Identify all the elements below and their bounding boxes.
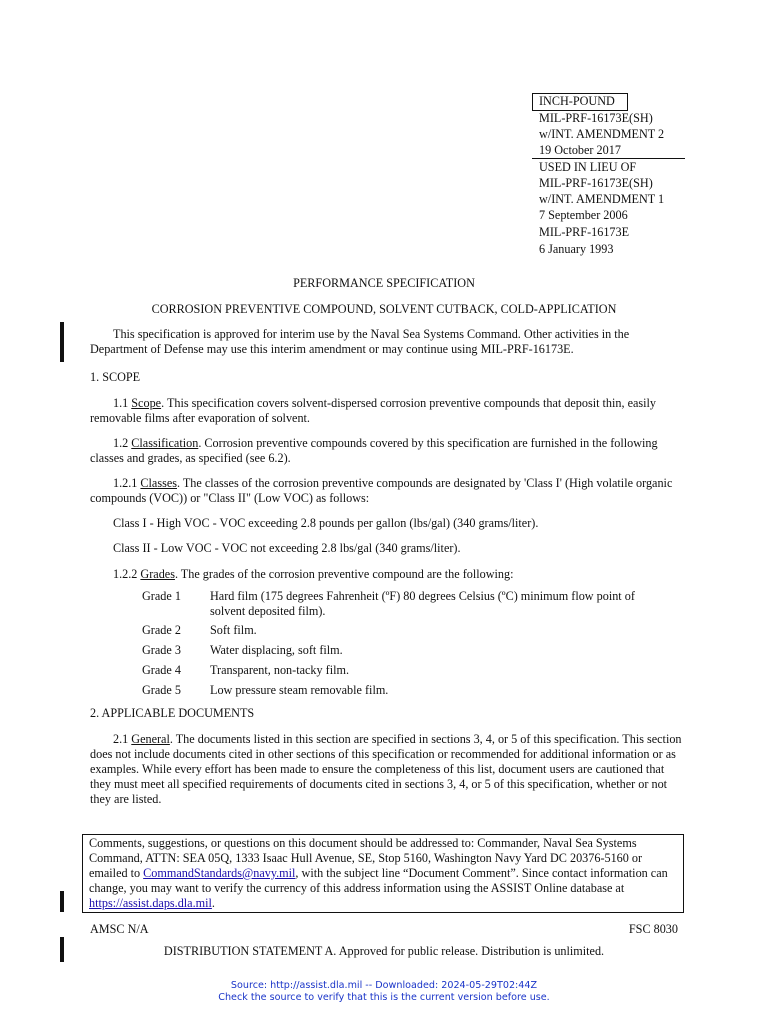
comment-text: , with the subject line “Document Comment”. Since contact information can change, you may want to verify the currency of this address information using the ASSIST Online database at: [89, 866, 668, 895]
email-link[interactable]: CommandStandards@navy.mil: [143, 866, 296, 880]
original-document-id: MIL-PRF-16173E: [539, 225, 630, 239]
specification-type: PERFORMANCE SPECIFICATION: [293, 276, 475, 290]
verify-line: Check the source to verify that this is the current version before use.: [218, 992, 550, 1003]
previous-date: 7 September 2006: [539, 208, 628, 222]
fsc-label: FSC 8030: [628, 922, 678, 936]
change-bar: [60, 891, 64, 912]
grade-label: Grade 1: [142, 589, 181, 603]
paragraph-text: . Corrosion preventive compounds covered by this specification are furnished in the following classes and grades, as specified (see 6.2).: [90, 436, 658, 465]
amsc-label: AMSC N/A: [90, 922, 149, 936]
distribution-statement: DISTRIBUTION STATEMENT A. Approved for public release. Distribution is unlimited.: [163, 944, 605, 958]
paragraph-2-1: [90, 732, 685, 807]
comment-text: .: [211, 896, 215, 910]
paragraph-number: 2.1: [113, 732, 129, 746]
section-1-heading: 1. SCOPE: [90, 370, 141, 384]
comment-box: [82, 834, 684, 913]
paragraph-1-1: [90, 396, 685, 426]
paragraph-text: . This specification covers solvent-dispersed corrosion preventive compounds that deposit thin, easily removable films after evaporation of solvent.: [90, 396, 657, 425]
paragraph-title: Classes: [140, 476, 177, 490]
paragraph-text: . The documents listed in this section are specified in sections 3, 4, or 5 of this specification. This section does not include documents cited in other sections of this specification or recommended for additional information or as examples. While every effort has been made to ensure the completeness of this list, document users are cautioned that they must meet all specified requirements of documents cited in sections 3, 4, or 5 of this specification, whether or not they are listed.: [90, 732, 682, 806]
grade-label: Grade 3: [142, 643, 181, 657]
grade-label: Grade 4: [142, 663, 181, 677]
grade-description: Transparent, non-tacky film.: [210, 663, 350, 677]
grade-description: Water displacing, soft film.: [210, 643, 343, 657]
used-in-lieu-label: USED IN LIEU OF: [539, 160, 637, 174]
paragraph-text: . The grades of the corrosion preventive compound are the following:: [174, 567, 514, 581]
paragraph-number: 1.2.1: [113, 476, 138, 490]
header-divider: [532, 158, 685, 159]
paragraph-1-2-2: [90, 567, 685, 582]
original-date: 6 January 1993: [539, 242, 614, 256]
paragraph-text: . The classes of the corrosion preventive compounds are designated by 'Class I' (High volatile organic compounds (VOC)) or "Class II" (Low VOC) as follows:: [90, 476, 673, 505]
paragraph-title: General: [131, 732, 170, 746]
grade-description: Soft film.: [210, 623, 257, 637]
paragraph-title: Classification: [131, 436, 199, 450]
comment-text: Comments, suggestions, or questions on this document should be addressed to: Commander, Naval Sea Systems Command, ATTN: SEA 05Q, 1333 Isaac Hull Avenue, SE, Stop 5160, Washington Navy Yard DC 20376-5160 or emailed to: [89, 836, 643, 880]
previous-amendment: w/INT. AMENDMENT 1: [539, 192, 665, 206]
class-1-definition: Class I - High VOC - VOC exceeding 2.8 pounds per gallon (lbs/gal) (340 grams/liter).: [113, 516, 539, 530]
paragraph-number: 1.1: [113, 396, 129, 410]
grade-description: Low pressure steam removable film.: [210, 683, 389, 697]
paragraph-1-2-1: [90, 476, 685, 506]
assist-link[interactable]: https://assist.daps.dla.mil: [89, 896, 212, 910]
change-bar: [60, 322, 64, 362]
inch-pound-label: INCH-POUND: [539, 94, 615, 108]
paragraph-title: Scope: [131, 396, 162, 410]
paragraph-number: 1.2.2: [113, 567, 138, 581]
paragraph-title: Grades: [140, 567, 175, 581]
previous-document-id: MIL-PRF-16173E(SH): [539, 176, 653, 190]
grade-label: Grade 5: [142, 683, 181, 697]
class-2-definition: Class II - Low VOC - VOC not exceeding 2.8 lbs/gal (340 grams/liter).: [113, 541, 461, 555]
grade-label: Grade 2: [142, 623, 181, 637]
document-id: MIL-PRF-16173E(SH): [539, 111, 653, 125]
paragraph-number: 1.2: [113, 436, 129, 450]
source-line: Source: http://assist.dla.mil -- Downloaded: 2024-05-29T02:44Z: [230, 980, 538, 991]
amendment-label: w/INT. AMENDMENT 2: [539, 127, 665, 141]
document-title: CORROSION PREVENTIVE COMPOUND, SOLVENT CUTBACK, COLD-APPLICATION: [151, 302, 617, 316]
section-2-heading: 2. APPLICABLE DOCUMENTS: [90, 706, 255, 720]
document-date: 19 October 2017: [539, 143, 621, 157]
grade-description: Hard film (175 degrees Fahrenheit (ºF) 80 degrees Celsius (ºC) minimum flow point of solvent deposited film).: [210, 589, 635, 618]
paragraph-1-2: [90, 436, 685, 466]
intro-paragraph: This specification is approved for interim use by the Naval Sea Systems Command. Other activities in the Department of Defense may use this interim amendment or may continue using MIL-PRF-16173E.: [90, 327, 630, 356]
